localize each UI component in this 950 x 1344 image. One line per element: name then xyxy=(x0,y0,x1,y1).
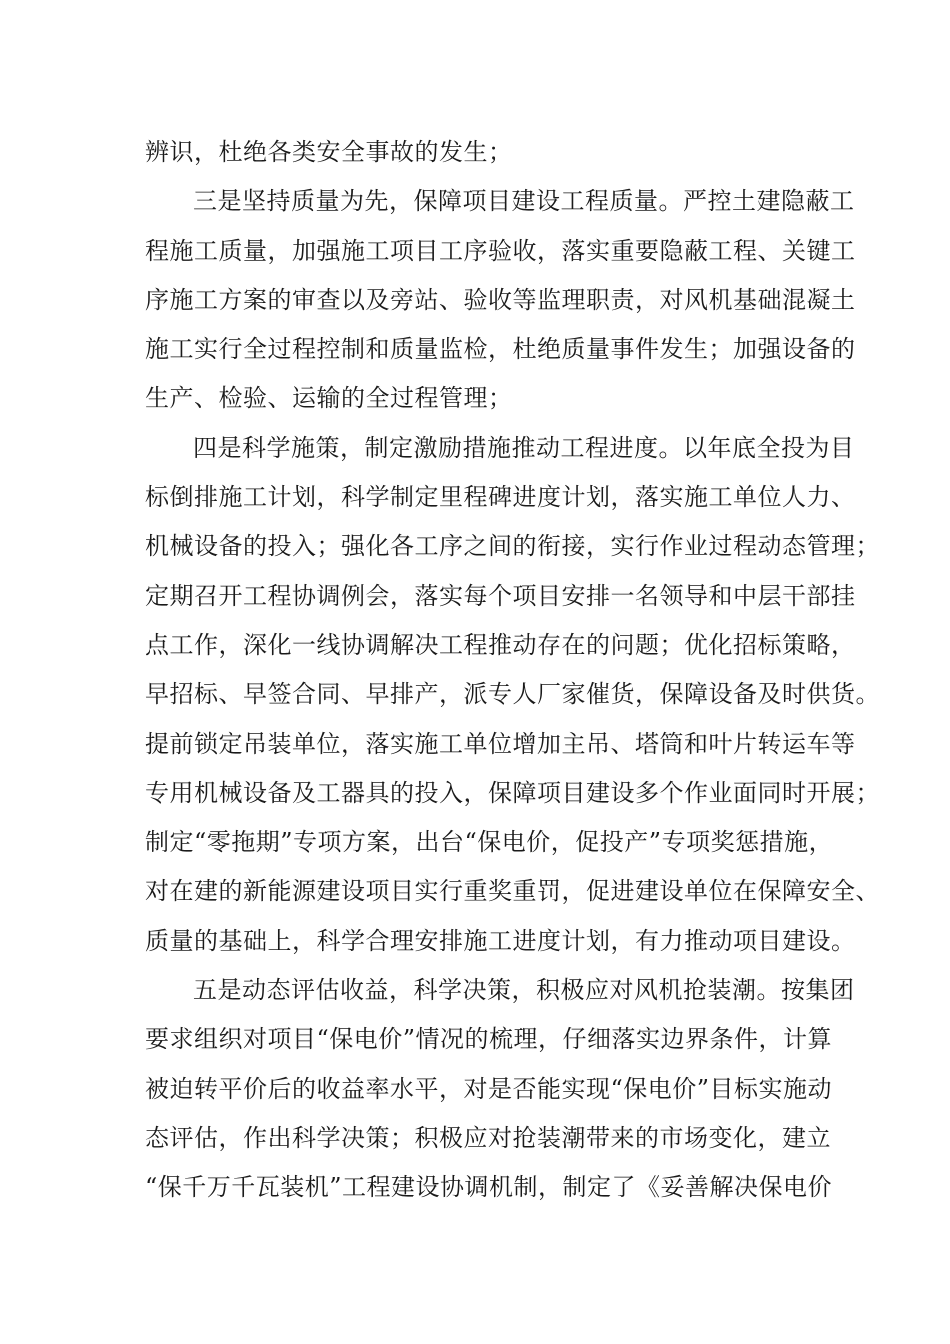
text-line: 要求组织对项目“保电价”情况的梳理，仔细落实边界条件，计算 xyxy=(145,1025,833,1054)
text-line: 态评估，作出科学决策；积极应对抢装潮带来的市场变化，建立 xyxy=(145,1123,831,1152)
text-line: 早招标、早签合同、早排产，派专人厂家催货，保障设备及时供货。 xyxy=(145,680,880,709)
text-line: 程施工质量，加强施工项目工序验收，落实重要隐蔽工程、关键工 xyxy=(145,236,856,265)
text-line: 对在建的新能源建设项目实行重奖重罚，促进建设单位在保障安全、 xyxy=(145,877,880,906)
text-line: 专用机械设备及工器具的投入，保障项目建设多个作业面同时开展； xyxy=(145,778,880,807)
text-line: 辨识，杜绝各类安全事故的发生； xyxy=(145,138,513,166)
paragraph-4-first-line: 四是科学施策，制定激励措施推动工程进度。以年底全投为目 xyxy=(193,433,855,462)
text-line: 质量的基础上，科学合理安排施工进度计划，有力推动项目建设。 xyxy=(145,926,856,955)
text-line: 机械设备的投入；强化各工序之间的衔接，实行作业过程动态管理； xyxy=(145,532,880,561)
text-line: 定期召开工程协调例会，落实每个项目安排一名领导和中层干部挂 xyxy=(145,581,856,610)
body-text xyxy=(145,128,880,1213)
text-line: 点工作，深化一线协调解决工程推动存在的问题；优化招标策略， xyxy=(145,630,856,659)
text-line: 序施工方案的审查以及旁站、验收等监理职责，对风机基础混凝土 xyxy=(145,285,856,314)
text-line: 施工实行全过程控制和质量监检，杜绝质量事件发生；加强设备的 xyxy=(145,335,856,364)
text-line: 制定“零拖期”专项方案，出台“保电价，促投产”专项奖惩措施， xyxy=(145,828,834,857)
text-line: 提前锁定吊装单位，落实施工单位增加主吊、塔筒和叶片转运车等 xyxy=(145,729,856,758)
text-line: “保千万千瓦装机”工程建设协调机制，制定了《妥善解决保电价 xyxy=(145,1173,833,1202)
paragraph-5-first-line: 五是动态评估收益，科学决策，积极应对风机抢装潮。按集团 xyxy=(193,976,855,1005)
text-line: 生产、检验、运输的全过程管理； xyxy=(145,384,513,413)
text-line: 被迫转平价后的收益率水平，对是否能实现“保电价”目标实施动 xyxy=(145,1074,833,1103)
paragraph-3-first-line: 三是坚持质量为先，保障项目建设工程质量。严控土建隐蔽工 xyxy=(193,187,855,216)
text-line: 标倒排施工计划，科学制定里程碑进度计划，落实施工单位人力、 xyxy=(145,483,856,512)
